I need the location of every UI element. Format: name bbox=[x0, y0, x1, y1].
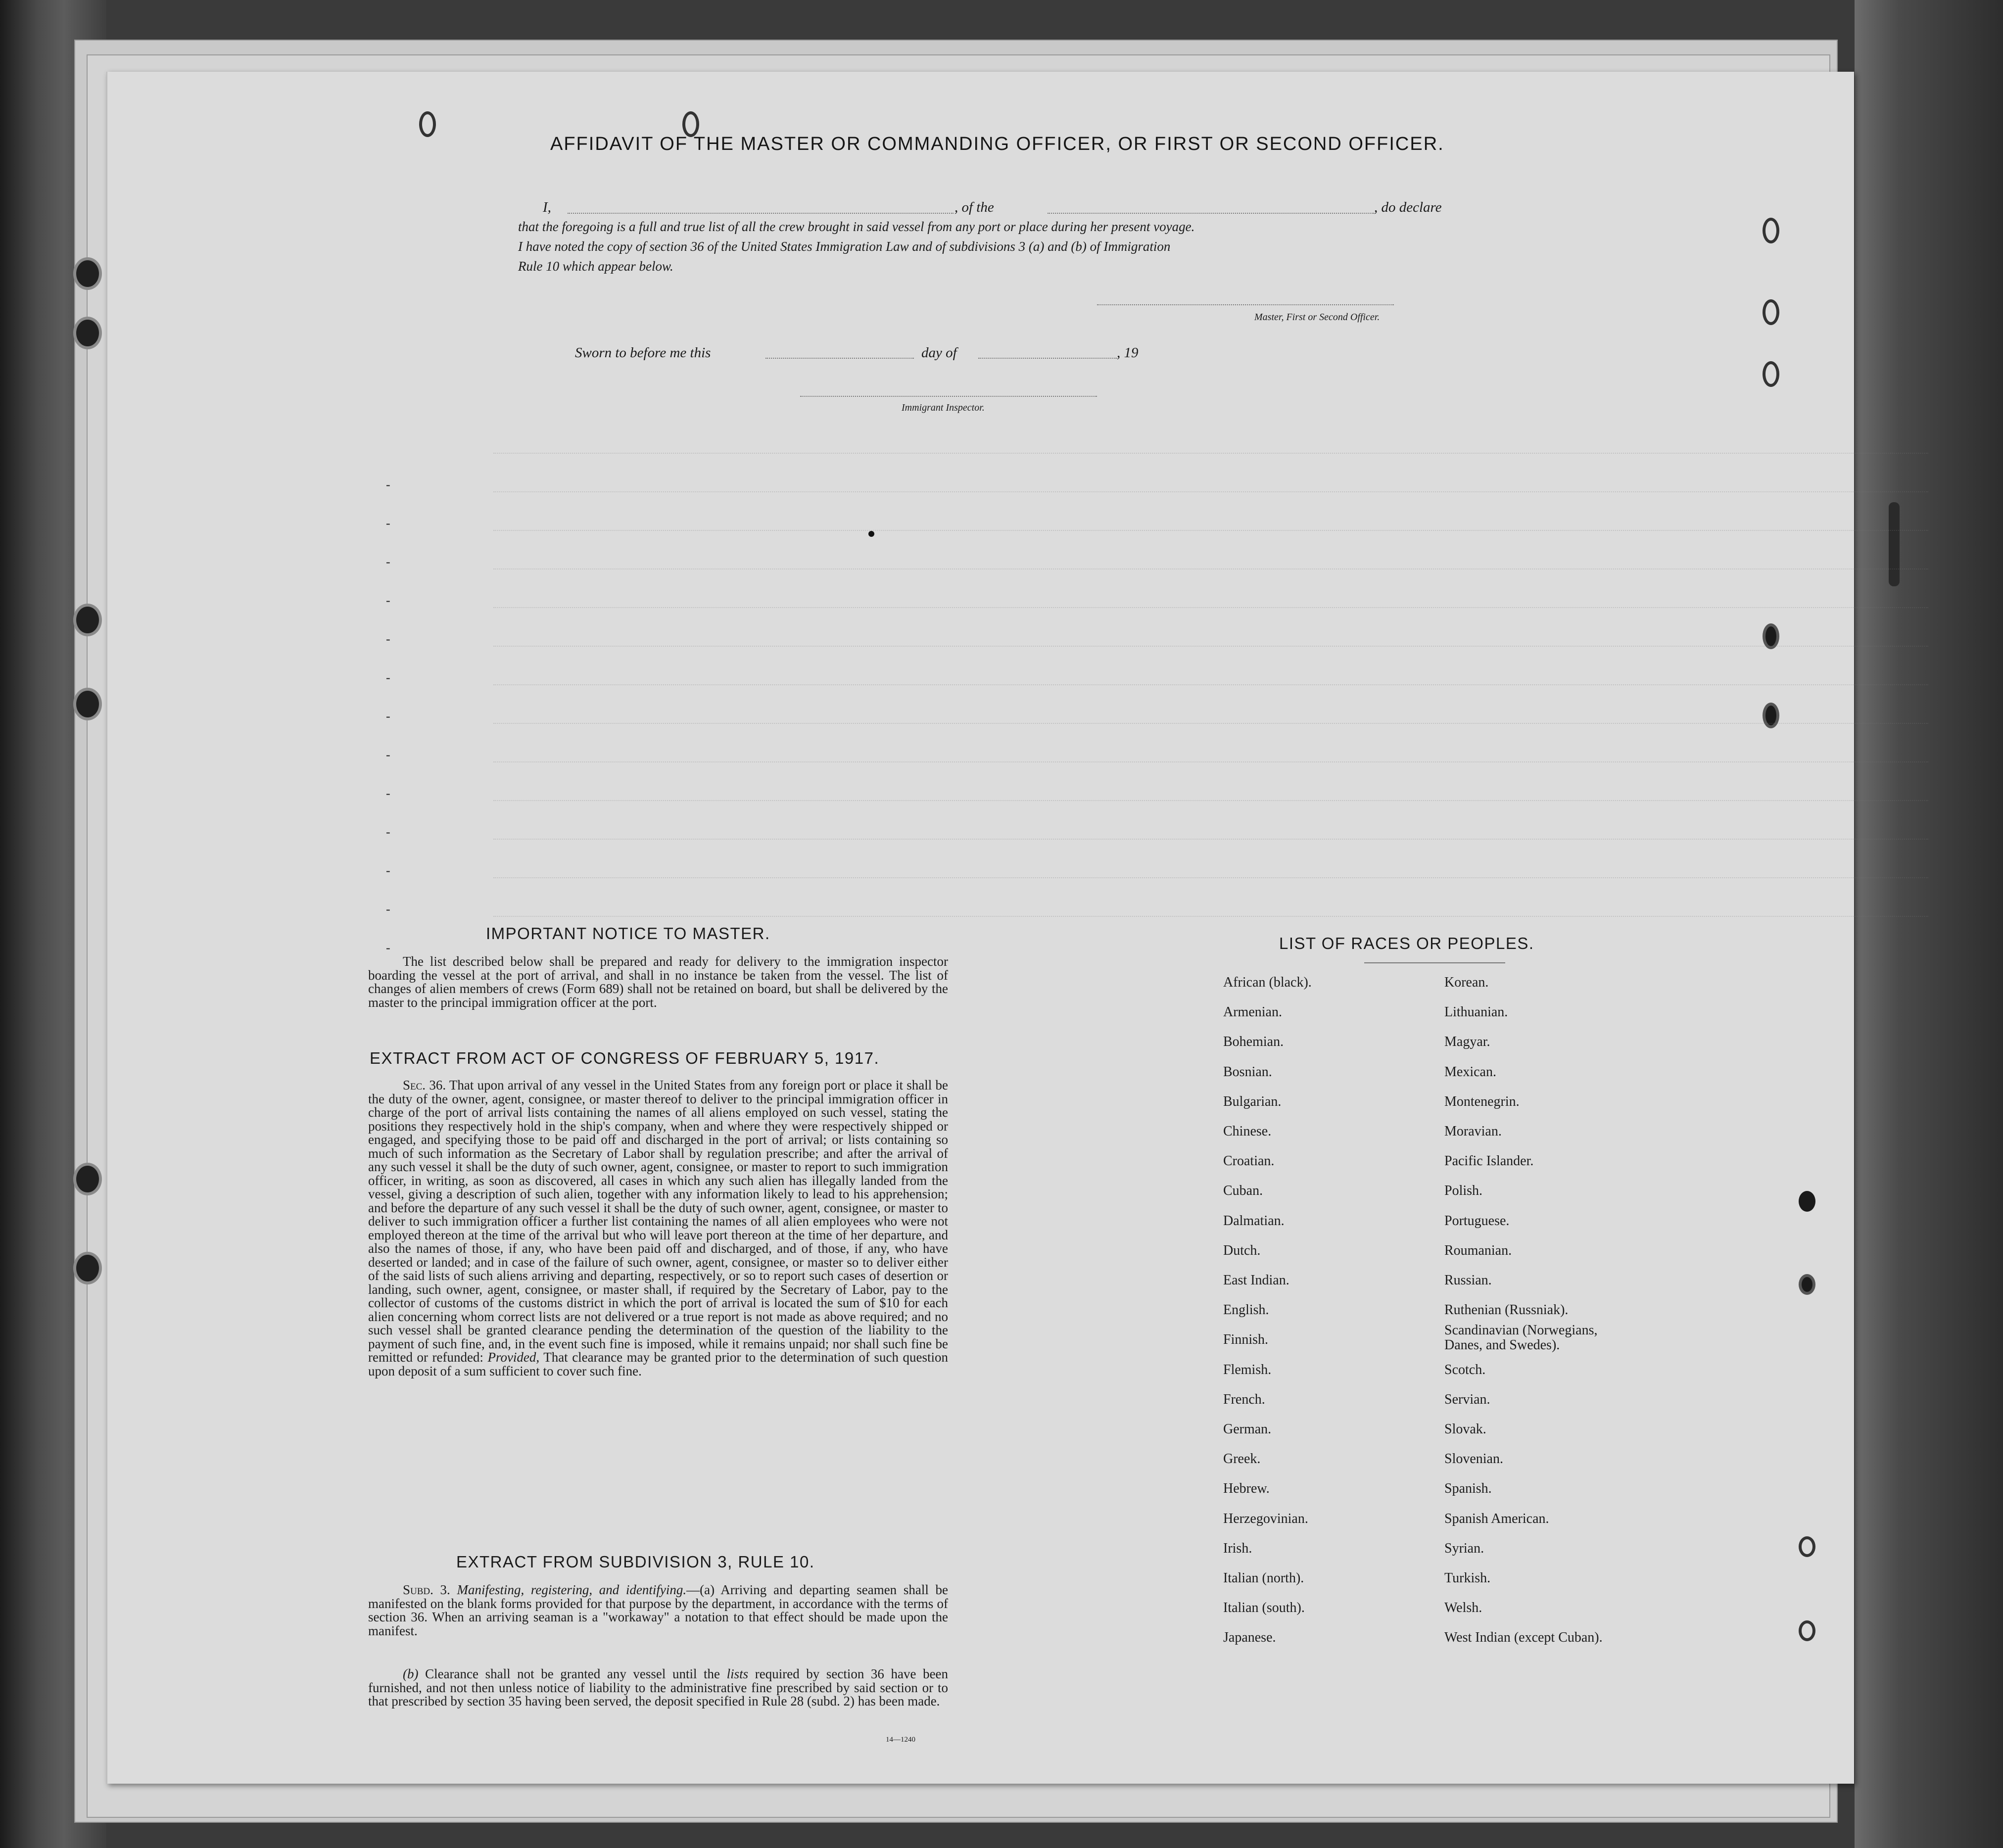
faint-row bbox=[493, 916, 1928, 919]
race-item: Chinese. bbox=[1223, 1124, 1272, 1139]
race-item: Greek. bbox=[1223, 1451, 1261, 1467]
row-dash: - bbox=[386, 748, 390, 762]
form-number: 14—1240 bbox=[886, 1736, 915, 1744]
affidavit-do-declare: , do declare bbox=[1374, 199, 1442, 215]
binder-hole-icon bbox=[73, 1252, 102, 1284]
subd-heading: Manifesting, registering, and identifying. bbox=[457, 1582, 687, 1597]
race-item: Armenian. bbox=[1223, 1004, 1282, 1020]
row-dash: - bbox=[386, 709, 390, 723]
extract-rule-para-a bbox=[368, 1583, 948, 1638]
ink-dot bbox=[868, 531, 874, 537]
race-item: Croatian. bbox=[1223, 1153, 1275, 1169]
row-dash: - bbox=[386, 555, 390, 569]
row-dash: - bbox=[386, 477, 390, 492]
faint-row bbox=[493, 607, 1928, 610]
race-item: Hebrew. bbox=[1223, 1481, 1270, 1497]
race-item: Irish. bbox=[1223, 1540, 1252, 1556]
row-dash: - bbox=[386, 941, 390, 955]
faint-row bbox=[493, 839, 1928, 842]
race-item: Herzegovinian. bbox=[1223, 1511, 1308, 1526]
extract-rule-para-b bbox=[368, 1667, 948, 1708]
race-item: Slovak. bbox=[1444, 1422, 1486, 1437]
ink-mark bbox=[1889, 502, 1900, 586]
race-item: Servian. bbox=[1444, 1391, 1490, 1407]
page-hole-icon bbox=[1763, 299, 1779, 325]
race-item: Bohemian. bbox=[1223, 1034, 1284, 1050]
affidavit-line-4: Rule 10 which appear below. bbox=[518, 259, 673, 274]
race-item: Korean. bbox=[1444, 975, 1489, 990]
race-item: Italian (north). bbox=[1223, 1570, 1304, 1586]
binder-hole-icon bbox=[73, 257, 102, 290]
affidavit-of-the-label: , of the bbox=[954, 199, 994, 215]
races-title-rule bbox=[1364, 962, 1505, 963]
race-item: Scotch. bbox=[1444, 1362, 1486, 1377]
row-dash: - bbox=[386, 902, 390, 916]
binder-hole-icon bbox=[73, 1163, 102, 1195]
race-item: Finnish. bbox=[1223, 1332, 1269, 1348]
extract-act-text bbox=[368, 1079, 948, 1378]
faint-row bbox=[493, 800, 1928, 803]
affidavit-line-2: that the foregoing is a full and true list of all the crew brought in said vessel from any port or place during her present voyage. bbox=[518, 219, 1195, 234]
race-item: Dalmatian. bbox=[1223, 1213, 1285, 1229]
sec-label: Sec. 36. bbox=[403, 1078, 446, 1092]
extract-rule-title: EXTRACT FROM SUBDIVISION 3, RULE 10. bbox=[456, 1553, 815, 1571]
row-dash: - bbox=[386, 593, 390, 608]
race-item: Scandinavian (Norwegians, Danes, and Swedes). bbox=[1444, 1323, 1598, 1353]
notice-text: The list described below shall be prepared and ready for delivery to the immigration inspector boarding the vessel at the port of arrival, and shall in no instance be taken from the vessel. The list of changes of alien members of crews (Form 689) shall not be retained on board, but shall be delivered by the master to the principal immigration officer at the port. bbox=[368, 954, 948, 1010]
faint-row bbox=[493, 491, 1928, 494]
race-item: Bosnian. bbox=[1223, 1064, 1272, 1080]
row-dash: - bbox=[386, 632, 390, 646]
page-hole-icon bbox=[1799, 1274, 1815, 1295]
extract-act-body: That upon arrival of any vessel in the United States from any foreign port or place it shall be the duty of the owner, agent, consignee, or master thereof to deliver to the principal immigration officer in charge of the port of arrival lists containing the names of all aliens employed on such vessel, stating the positions they respectively hold in the ship's company, when and where they were respectively shipped or engaged, and specifying those to be paid off and discharged in the port of arrival; or lists containing so much of such information as the Secretary of Labor shall by regulation prescribe; and after the arrival of any such vessel it shall be the duty of such owner, agent, consignee, or master to report to such immigration officer, in writing, as soon as discovered, all cases in which any such alien has illegally landed from the vessel, giving a description of such alien, together with any information likely to lead to his apprehension; and before the departure of any such vessel it shall be the duty of such owner, agent, consignee, or master to deliver to such immigration officer a further list containing the names of all alien employees who were not employed thereon at the time of the arrival but who will leave port thereon at the time of her departure, and also the names of those, if any, who have been paid off and discharged, and of those, if any, who have deserted or landed; and in case of the failure of such owner, agent, consignee, or master so to deliver either of the said lists of such aliens arriving and departing, respectively, or so to report such cases of desertion or landing, such owner, agent, consignee, or master shall, if required by the Secretary of Labor, pay to the collector of customs of the customs district in which the port of arrival is located the sum of $10 for each alien concerning whom correct lists are not delivered or a true report is not made as above required; and no such vessel shall be granted clearance pending the determination of the question of the liability to the payment of such fine, and, in the event such fine is imposed, while it remains unpaid; nor shall such fine be remitted or refunded: bbox=[368, 1078, 949, 1365]
race-item: French. bbox=[1223, 1391, 1265, 1407]
para-b-text-2: required by section 36 have been furnished, and not then unless notice of liability to the administrative fine prescribed by said section or to that prescribed by section 35 having been served, the deposit specified in Rule 28 (subd. 2) has been made. bbox=[368, 1666, 949, 1708]
binder-hole-icon bbox=[73, 688, 102, 720]
race-item: Bulgarian. bbox=[1223, 1093, 1282, 1109]
faint-row bbox=[493, 453, 1928, 456]
para-b-text-1: Clearance shall not be granted any vessel until the bbox=[425, 1666, 720, 1681]
race-item: Italian (south). bbox=[1223, 1600, 1305, 1616]
form-page bbox=[106, 72, 1854, 1784]
race-item: English. bbox=[1223, 1302, 1269, 1318]
row-dash: - bbox=[386, 825, 390, 839]
day-of-label: day of bbox=[921, 345, 957, 361]
race-item: West Indian (except Cuban). bbox=[1444, 1630, 1603, 1646]
row-dash: - bbox=[386, 516, 390, 530]
extract-act-title: EXTRACT FROM ACT OF CONGRESS OF FEBRUARY 5, 1917. bbox=[370, 1049, 880, 1067]
page-hole-icon bbox=[1763, 218, 1779, 243]
page-hole-icon bbox=[419, 111, 436, 137]
binder-hole-icon bbox=[73, 604, 102, 636]
race-item: Syrian. bbox=[1444, 1540, 1484, 1556]
binder-right-edge bbox=[1855, 0, 2003, 1848]
row-dash: - bbox=[386, 863, 390, 878]
master-caption: Master, First or Second Officer. bbox=[1254, 312, 1380, 323]
faint-row bbox=[493, 569, 1928, 571]
page-hole-icon bbox=[1763, 361, 1779, 387]
race-item: Russian. bbox=[1444, 1273, 1492, 1288]
race-item: Roumanian. bbox=[1444, 1242, 1512, 1258]
row-dash: - bbox=[386, 786, 390, 801]
race-item: Flemish. bbox=[1223, 1362, 1272, 1377]
race-item: Dutch. bbox=[1223, 1242, 1261, 1258]
page-hole-icon bbox=[1799, 1620, 1815, 1641]
race-item: Pacific Islander. bbox=[1444, 1153, 1534, 1169]
binder-hole-icon bbox=[73, 317, 102, 349]
faint-row bbox=[493, 646, 1928, 649]
faint-row bbox=[493, 723, 1928, 726]
name-blank-line[interactable] bbox=[568, 213, 954, 214]
race-item: East Indian. bbox=[1223, 1273, 1289, 1288]
master-signature-line[interactable] bbox=[1097, 304, 1394, 305]
race-item: Slovenian. bbox=[1444, 1451, 1503, 1467]
race-item: Welsh. bbox=[1444, 1600, 1482, 1616]
faint-row bbox=[493, 761, 1928, 764]
race-item: Polish. bbox=[1444, 1183, 1483, 1199]
race-item: German. bbox=[1223, 1422, 1272, 1437]
year-label: , 19 bbox=[1117, 345, 1139, 361]
page-hole-icon bbox=[1799, 1536, 1815, 1557]
affidavit-i-label: I, bbox=[543, 199, 551, 215]
subd-label: Subd. 3. bbox=[403, 1582, 450, 1597]
race-item: Lithuanian. bbox=[1444, 1004, 1508, 1020]
para-b-lists: lists bbox=[726, 1666, 749, 1681]
sworn-day-line[interactable] bbox=[765, 358, 914, 359]
race-item: Magyar. bbox=[1444, 1034, 1490, 1050]
sworn-label: Sworn to before me this bbox=[575, 345, 711, 361]
faint-row bbox=[493, 530, 1928, 533]
race-item: Moravian. bbox=[1444, 1124, 1502, 1139]
inspector-signature-line[interactable] bbox=[800, 396, 1097, 397]
provided-label: Provided, bbox=[487, 1350, 540, 1365]
affidavit-line-3: I have noted the copy of section 36 of the United States Immigration Law and of subdivisions 3 (a) and (b) of Immigration bbox=[518, 239, 1171, 254]
race-item: Turkish. bbox=[1444, 1570, 1491, 1586]
race-item: Portuguese. bbox=[1444, 1213, 1510, 1229]
race-item: Spanish. bbox=[1444, 1481, 1492, 1497]
notice-title: IMPORTANT NOTICE TO MASTER. bbox=[486, 924, 770, 943]
race-item: Japanese. bbox=[1223, 1630, 1276, 1646]
para-a-text: —(a) Arriving and departing seamen shall be manifested on the blank forms provided for that purpose by the department, in accordance with the terms of section 36. When an arriving seaman is a "workaway" a notation to that effect should be made upon the manifest. bbox=[368, 1582, 948, 1638]
row-dash: - bbox=[386, 670, 390, 685]
faint-row bbox=[493, 684, 1928, 687]
faint-row bbox=[493, 877, 1928, 880]
race-item: Mexican. bbox=[1444, 1064, 1496, 1080]
sworn-month-line[interactable] bbox=[978, 358, 1117, 359]
race-item: Cuban. bbox=[1223, 1183, 1263, 1199]
affidavit-title: AFFIDAVIT OF THE MASTER OR COMMANDING OFFICER, OR FIRST OR SECOND OFFICER. bbox=[550, 134, 1444, 154]
race-item: African (black). bbox=[1223, 975, 1312, 990]
races-title: LIST OF RACES OR PEOPLES. bbox=[1279, 934, 1534, 952]
page-hole-icon bbox=[1799, 1191, 1815, 1212]
race-item: Montenegrin. bbox=[1444, 1093, 1520, 1109]
inspector-caption: Immigrant Inspector. bbox=[902, 402, 985, 413]
extract-act-end: That clearance may be granted prior to the determination of such question upon deposit of a sum sufficient to cover such fine. bbox=[368, 1350, 949, 1378]
race-item: Spanish American. bbox=[1444, 1511, 1549, 1526]
vessel-blank-line[interactable] bbox=[1048, 213, 1374, 214]
para-b-label: (b) bbox=[403, 1666, 419, 1681]
race-item: Ruthenian (Russniak). bbox=[1444, 1302, 1569, 1318]
